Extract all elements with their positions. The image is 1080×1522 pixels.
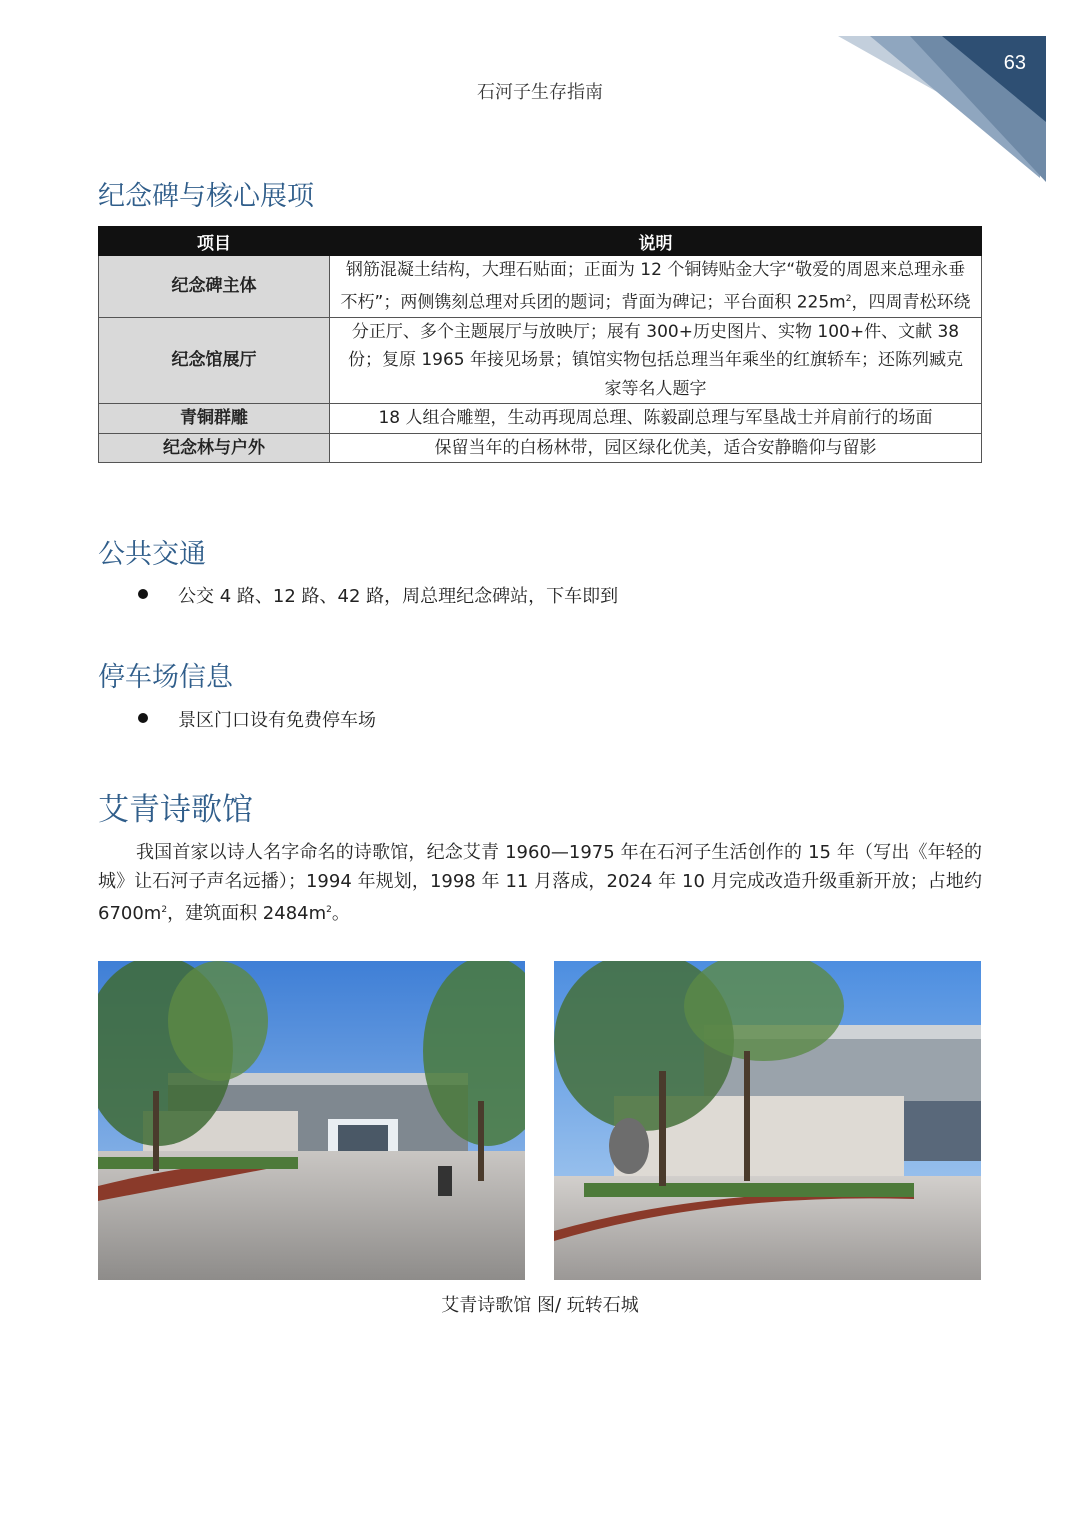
list-item: 景区门口设有免费停车场 [136,706,376,732]
table-row [99,404,982,434]
monument-heading: 纪念碑与核心展项 [98,181,314,212]
parking-heading: 停车场信息 [98,662,233,693]
table-row [99,317,982,404]
poetry-paragraph: 我国首家以诗人名字命名的诗歌馆，纪念艾青 1960—1975 年在石河子生活创作的 15 年（写出《年轻的城》让石河子声名远播）；1994 年规划，1998 年 11 月落成，2024 年 10 月完成改造升级重新开放；占地约 $6700m^2$，建筑面积 $2484m^2$。 [98,842,982,924]
transport-list [136,582,618,608]
transport-heading: 公共交通 [98,539,206,570]
item-name: 青铜群雕 [99,404,330,434]
page-number: 63 [1003,52,1026,74]
poetry-heading: 艾青诗歌馆 [98,792,253,828]
item-description: 18 人组合雕塑，生动再现周总理、陈毅副总理与军垦战士并肩前行的场面 [330,404,982,434]
item-name: 纪念林与户外 [99,433,330,463]
bullet-icon [138,589,148,599]
column-header-item: 项目 [99,227,330,256]
item-description: 分正厅、多个主题展厅与放映厅；展有 300+历史图片、实物 100+件、文献 38 份；复原 1965 年接见场景；镇馆实物包括总理当年乘坐的红旗轿车；还陈列臧克家等名人题字 [330,317,982,404]
exhibits-table [98,226,982,463]
item-description: 钢筋混凝土结构，大理石贴面；正面为 12 个铜铸贴金大字“敬爱的周恩来总理永垂不朽”；两侧镌刻总理对兵团的题词；背面为碑记；平台面积 $225m^2$，四周青松环绕 [330,256,982,318]
running-title: 石河子生存指南 [477,82,603,103]
museum-photo-left [98,961,525,1280]
column-header-description: 说明 [330,227,982,256]
table-row [99,256,982,318]
item-name: 纪念馆展厅 [99,317,330,404]
table-row [99,433,982,463]
photo-caption: 艾青诗歌馆 图/ 玩转石城 [441,1295,639,1316]
item-description: 保留当年的白杨林带，园区绿化优美，适合安静瞻仰与留影 [330,433,982,463]
parking-list [136,706,376,732]
item-name: 纪念碑主体 [99,256,330,318]
museum-photo-right [554,961,981,1280]
bullet-icon [138,713,148,723]
table-header-row [99,227,982,256]
list-item: 公交 4 路、12 路、42 路，周总理纪念碑站，下车即到 [136,582,618,608]
